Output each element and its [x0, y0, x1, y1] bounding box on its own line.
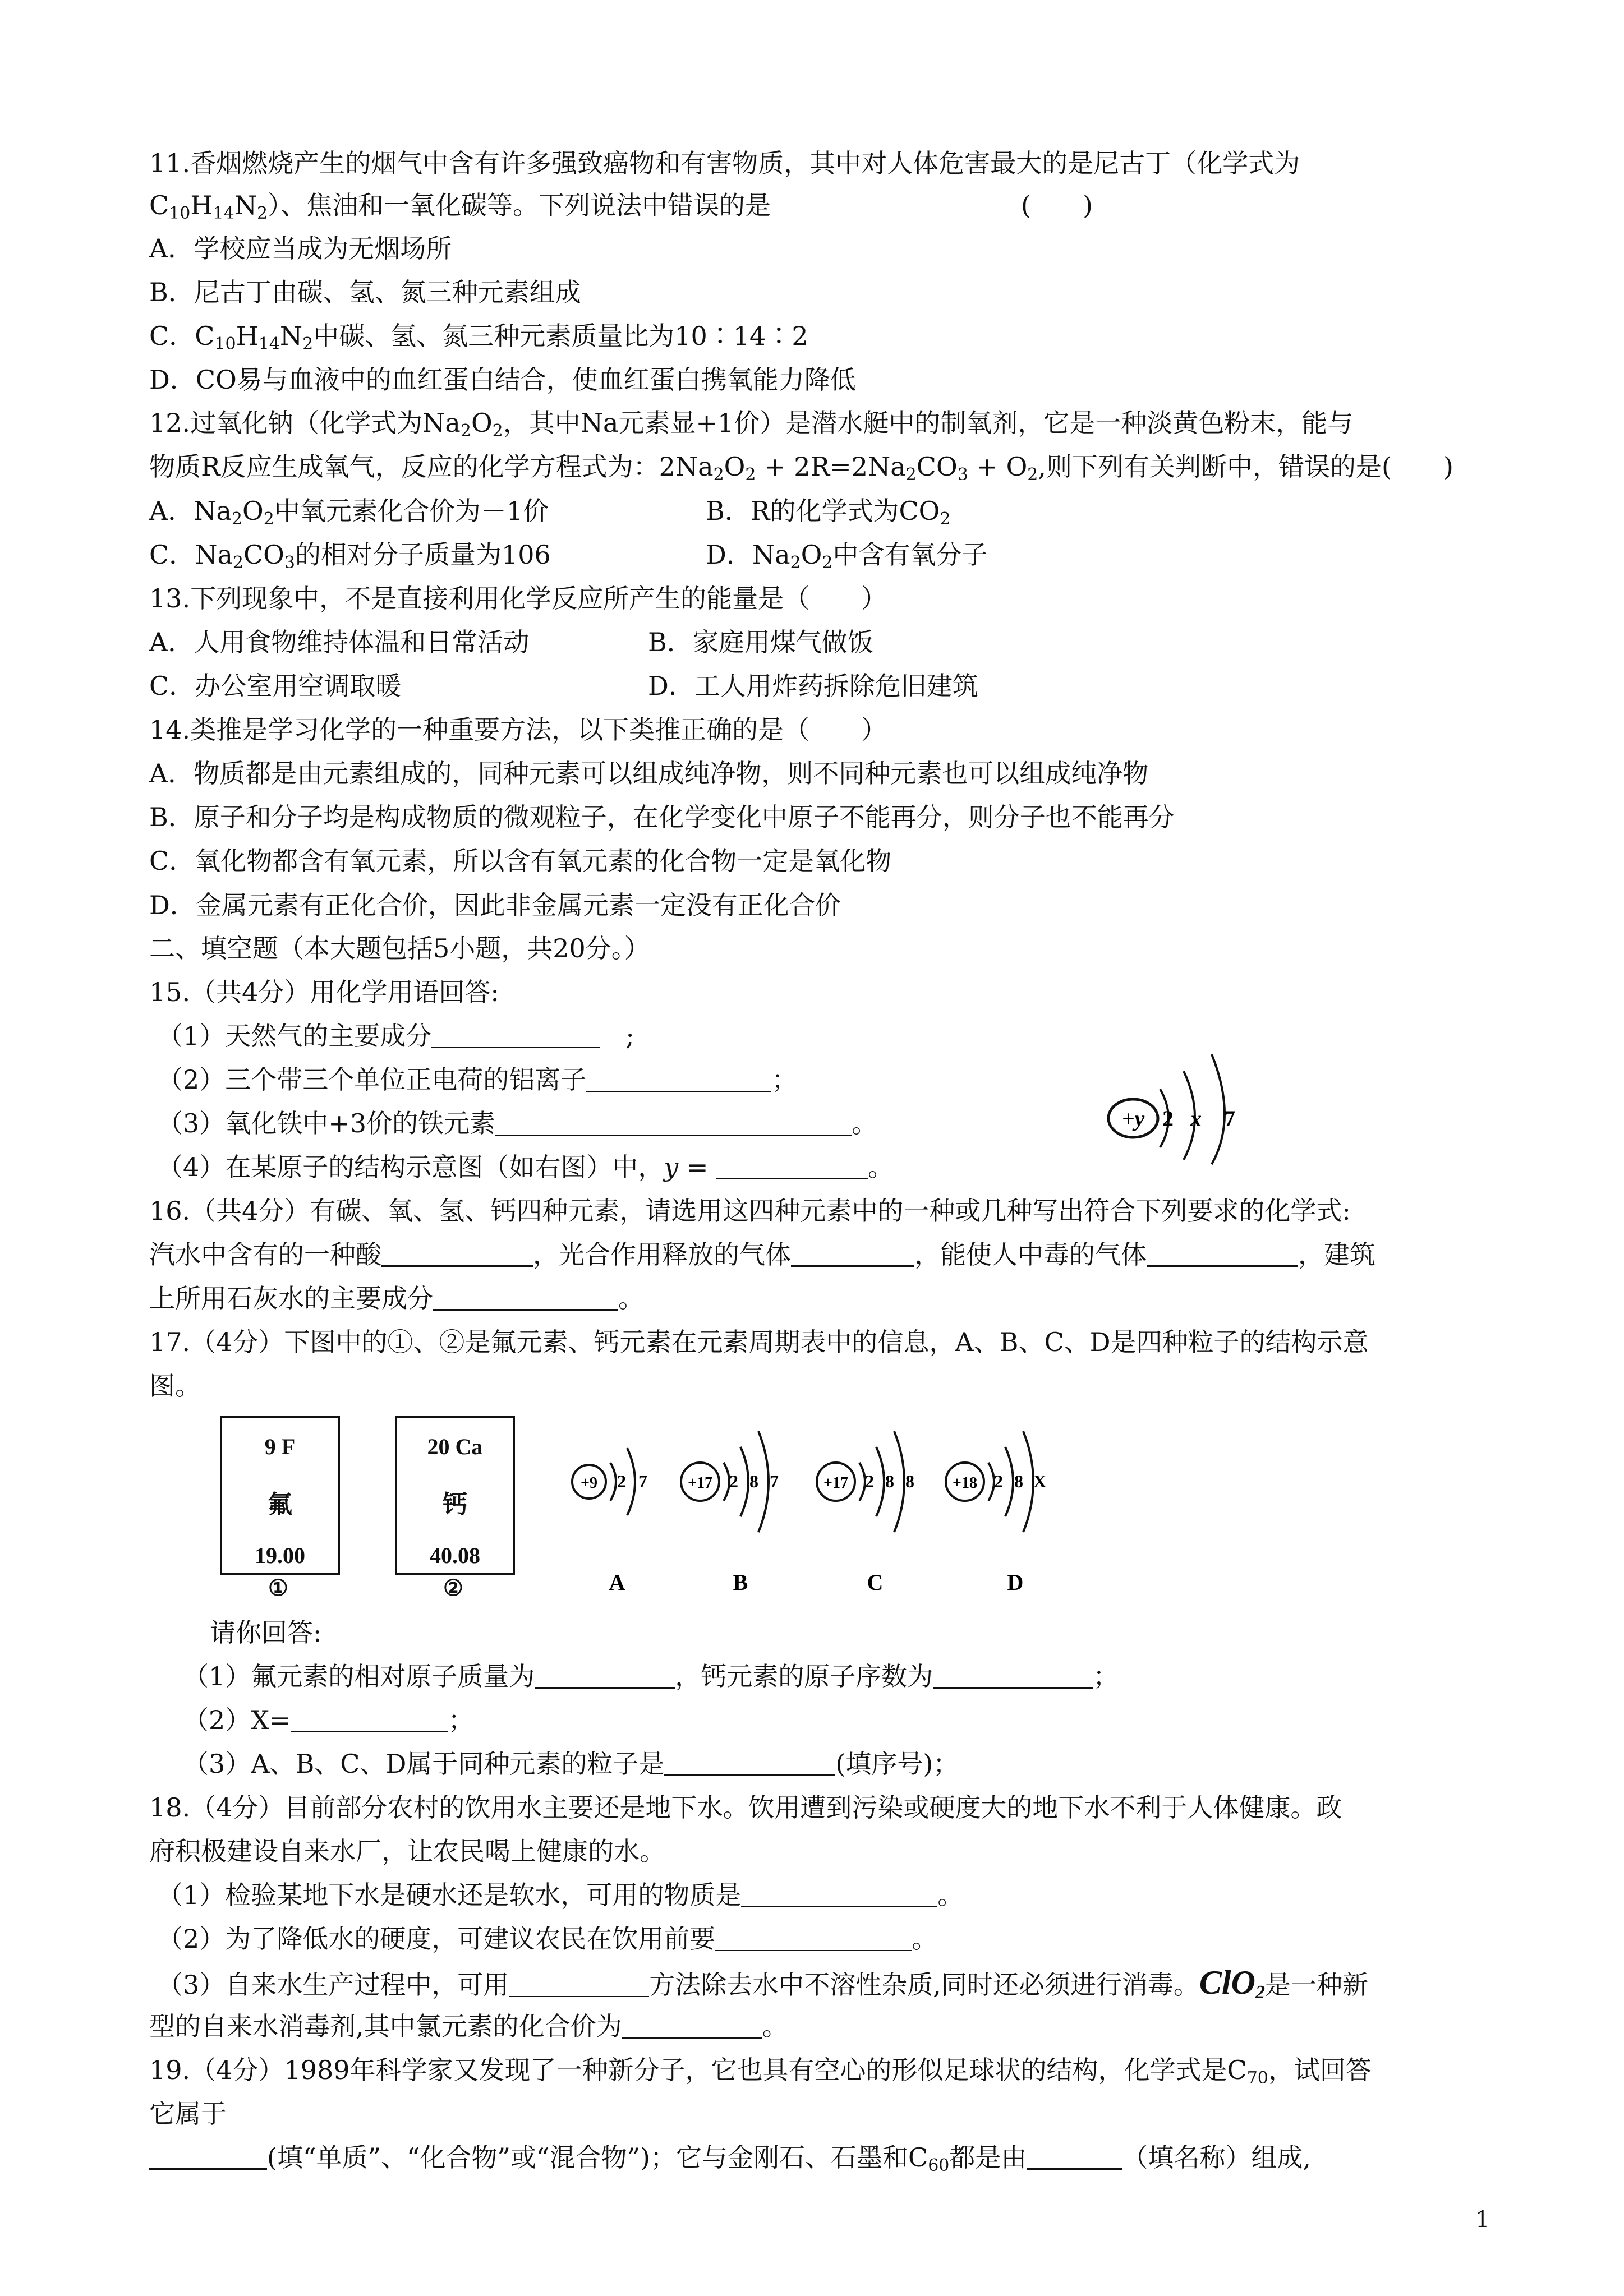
- shell-electron-count: 8: [1014, 1471, 1023, 1491]
- answer-blank[interactable]: [622, 2015, 762, 2039]
- q13-option-d: D．工人用炸药拆除危旧建筑: [648, 671, 978, 701]
- shell-electron-count: 2: [994, 1471, 1003, 1491]
- q11-option-b: B．尼古丁由碳、氢、氮三种元素组成: [149, 277, 581, 307]
- electron-shell-arc: [1212, 1054, 1225, 1164]
- q17-stem-line2: 图。: [149, 1371, 201, 1401]
- q11-option-a: A．学校应当成为无烟场所: [149, 233, 452, 264]
- q17-part1: （1）氟元素的相对原子质量为 ，钙元素的原子序数为 ；: [183, 1661, 1119, 1691]
- electron-shell-arc: [894, 1431, 904, 1532]
- answer-blank[interactable]: [433, 1287, 618, 1311]
- answer-blank[interactable]: [1147, 1243, 1298, 1267]
- electron-shell-arc: [758, 1431, 769, 1532]
- electron-shell-arc: [1005, 1447, 1013, 1516]
- page-number: 1: [1475, 2207, 1490, 2233]
- q17-stem-line1: 17.（4分）下图中的①、②是氟元素、钙元素在元素周期表中的信息，A、B、C、D是四种粒子的结构示意: [149, 1327, 1369, 1357]
- figure-label-2: ②: [443, 1575, 463, 1601]
- electron-shell-arc: [610, 1463, 616, 1501]
- particle-label: D: [1007, 1570, 1024, 1595]
- particle-structure-diagrams: [555, 1408, 1094, 1598]
- answer-blank[interactable]: [715, 1928, 912, 1951]
- q11-answer-bracket: ( ): [1021, 190, 1093, 220]
- shell-electron-count: 2: [1162, 1106, 1174, 1131]
- nucleus-charge: +17: [823, 1474, 848, 1492]
- q19-stem-line3: (填“单质”、“化合物”或“混合物”)；它与金刚石、石墨和$C_{60}$都是由 （填名称）组成,: [149, 2141, 1311, 2174]
- element-symbol: 9 F: [264, 1434, 296, 1459]
- periodic-cell-calcium: [395, 1416, 515, 1575]
- q13-option-a: A．人用食物维持体温和日常活动: [149, 627, 530, 657]
- q16-stem-line1: 16.（共4分）有碳、氧、氢、钙四种元素，请选用这四种元素中的一种或几种写出符合下列要求的化学式:: [149, 1196, 1351, 1226]
- atom-structure-diagram-q15: [1099, 1043, 1279, 1167]
- q14-option-b: B．原子和分子均是构成物质的微观粒子，在化学变化中原子不能再分，则分子也不能再分: [149, 802, 1175, 832]
- periodic-cell-fluorine: [220, 1416, 340, 1575]
- q12-option-c: C．$Na_2CO_3$的相对分子质量为106: [149, 540, 551, 573]
- particle-b: [681, 1431, 779, 1595]
- q12-option-b: B．R的化学式为$CO_2$: [706, 496, 951, 529]
- q13-option-c: C．办公室用空调取暖: [149, 671, 402, 701]
- q12-stem-line2: 物质R反应生成氧气，反应的化学方程式为：$2Na_2O_2 + 2R=2Na_2CO_3 + O_2$,则下列有关判断中，错误的是( ): [149, 451, 1453, 485]
- element-name: 氟: [268, 1491, 292, 1518]
- q12-stem-line1: 12.过氧化钠（化学式为$Na_2O_2$，其中Na元素显+1价）是潜水艇中的制氧剂，它是一种淡黄色粉末，能与: [149, 408, 1354, 441]
- particle-a: [572, 1448, 647, 1595]
- q12-option-d: D．$Na_2O_2$中含有氧分子: [706, 540, 988, 573]
- shell-electron-count: 7: [638, 1471, 647, 1491]
- answer-blank[interactable]: [535, 1665, 675, 1689]
- q13-option-b: B．家庭用煤气做饭: [648, 627, 873, 657]
- q14-option-c: C．氧化物都含有氧元素，所以含有氧元素的化合物一定是氧化物: [149, 846, 892, 876]
- q11-option-d: D．CO易与血液中的血红蛋白结合，使血红蛋白携氧能力降低: [149, 365, 856, 395]
- answer-blank[interactable]: [149, 2146, 267, 2170]
- element-symbol: 20 Ca: [427, 1434, 483, 1459]
- shell-electron-count: 2: [617, 1471, 626, 1491]
- shell-electron-count: x: [1190, 1106, 1202, 1131]
- q19-stem-line1: 19.（4分）1989年科学家又发现了一种新分子，它也具有空心的形似足球状的结构，化学式是$C_{70}$，试回答: [149, 2055, 1372, 2088]
- shell-electron-count: 8: [885, 1471, 894, 1491]
- answer-blank[interactable]: [291, 1708, 448, 1732]
- q18-part1: （1）检验某地下水是硬水还是软水，可用的物质是 。: [157, 1880, 964, 1910]
- electron-shell-arc: [1023, 1431, 1033, 1532]
- q15-part4: （4）在某原子的结构示意图（如右图）中，y = 。: [157, 1152, 894, 1182]
- element-mass: 40.08: [430, 1543, 480, 1568]
- particle-d: [946, 1431, 1046, 1595]
- answer-blank[interactable]: [716, 1156, 868, 1179]
- q11-stem-line1: 11.香烟燃烧产生的烟气中含有许多强致癌物和有害物质，其中对人体危害最大的是尼古丁（化学式为: [149, 148, 1300, 178]
- electron-shell-arc: [740, 1447, 748, 1516]
- answer-blank[interactable]: [664, 1752, 835, 1776]
- electron-shell-arc: [876, 1447, 884, 1516]
- q17-prompt: 请你回答:: [210, 1617, 322, 1648]
- shell-electron-count: 8: [905, 1471, 914, 1491]
- answer-blank[interactable]: [791, 1243, 914, 1267]
- q15-part1: （1）天然气的主要成分 ;: [157, 1021, 634, 1051]
- element-mass: 19.00: [255, 1543, 305, 1568]
- answer-blank[interactable]: [381, 1243, 533, 1267]
- answer-blank[interactable]: [586, 1068, 771, 1092]
- q18-part3: （3）自来水生产过程中，可用 方法除去水中不溶性杂质,同时还必须进行消毒。ClO$_2$是一种新: [157, 1964, 1368, 2003]
- q18-part2: （2）为了降低水的硬度，可建议农民在饮用前要 。: [157, 1924, 938, 1954]
- q15-part2: （2）三个带三个单位正电荷的铝离子 ；: [157, 1064, 798, 1095]
- q16-stem-line3: 上所用石灰水的主要成分 。: [149, 1283, 644, 1313]
- answer-blank[interactable]: [495, 1112, 852, 1136]
- nucleus-charge: +18: [953, 1474, 977, 1492]
- particle-label: C: [867, 1570, 884, 1595]
- q14-option-d: D．金属元素有正化合价，因此非金属元素一定没有正化合价: [149, 890, 841, 920]
- q16-stem-line2: 汽水中含有的一种酸 ，光合作用释放的气体 ，能使人中毒的气体 ，建筑: [149, 1239, 1375, 1270]
- electron-shell-arc: [627, 1448, 635, 1515]
- q17-part2: （2）X= ；: [183, 1705, 474, 1735]
- q15-part3: （3）氧化铁中+3价的铁元素 。: [157, 1108, 878, 1138]
- answer-blank[interactable]: [1027, 2146, 1122, 2170]
- q14-option-a: A．物质都是由元素组成的，同种元素可以组成纯净物，则不同种元素也可以组成纯净物: [149, 758, 1149, 789]
- q18-part3-cont: 型的自来水消毒剂,其中氯元素的化合价为 。: [149, 2011, 788, 2041]
- q11-option-c: C．$C_{10}H_{14}N_2$中碳、氢、氮三种元素质量比为10∶14∶2: [149, 321, 808, 354]
- particle-label: B: [733, 1570, 748, 1595]
- answer-blank[interactable]: [933, 1665, 1093, 1689]
- shell-electron-count: 2: [865, 1471, 874, 1491]
- shell-electron-count: X: [1033, 1471, 1047, 1491]
- shell-electron-count: 7: [1224, 1106, 1235, 1131]
- q17-part3: （3）A、B、C、D属于同种元素的粒子是 (填序号)；: [183, 1749, 959, 1779]
- answer-blank[interactable]: [509, 1974, 649, 1997]
- q11-stem-line2: $C_{10}H_{14}N_2$）、焦油和一氧化碳等。下列说法中错误的是: [149, 190, 771, 223]
- section-heading: 二、填空题（本大题包括5小题，共20分。）: [149, 933, 650, 963]
- nucleus-charge: +9: [581, 1474, 597, 1492]
- q18-stem-line1: 18.（4分）目前部分农村的饮用水主要还是地下水。饮用遭到污染或硬度大的地下水不利于人体健康。政: [149, 1792, 1342, 1823]
- shell-electron-count: 8: [749, 1471, 758, 1491]
- q18-stem-line2: 府积极建设自来水厂，让农民喝上健康的水。: [149, 1836, 665, 1866]
- element-name: 钙: [443, 1491, 467, 1518]
- nucleus-charge: +y: [1121, 1106, 1145, 1131]
- q19-stem-line2: 它属于: [149, 2099, 227, 2129]
- answer-blank[interactable]: [741, 1884, 937, 1907]
- electron-shell-arc: [988, 1463, 994, 1501]
- particle-label: A: [609, 1570, 625, 1595]
- figure-label-1: ①: [268, 1575, 288, 1601]
- q13-stem: 13.下列现象中，不是直接利用化学反应所产生的能量是（ ）: [149, 583, 887, 614]
- electron-shell-arc: [724, 1463, 729, 1501]
- answer-blank[interactable]: [431, 1025, 600, 1048]
- electron-shell-arc: [859, 1463, 865, 1501]
- q12-option-a: A．$Na_2O_2$中氧元素化合价为－1价: [149, 496, 549, 529]
- particle-c: [817, 1431, 914, 1595]
- nucleus-charge: +17: [688, 1474, 712, 1492]
- q14-stem: 14.类推是学习化学的一种重要方法，以下类推正确的是（ ）: [149, 714, 887, 745]
- shell-electron-count: 7: [770, 1471, 779, 1491]
- shell-electron-count: 2: [729, 1471, 738, 1491]
- q15-stem: 15.（共4分）用化学用语回答:: [149, 977, 499, 1007]
